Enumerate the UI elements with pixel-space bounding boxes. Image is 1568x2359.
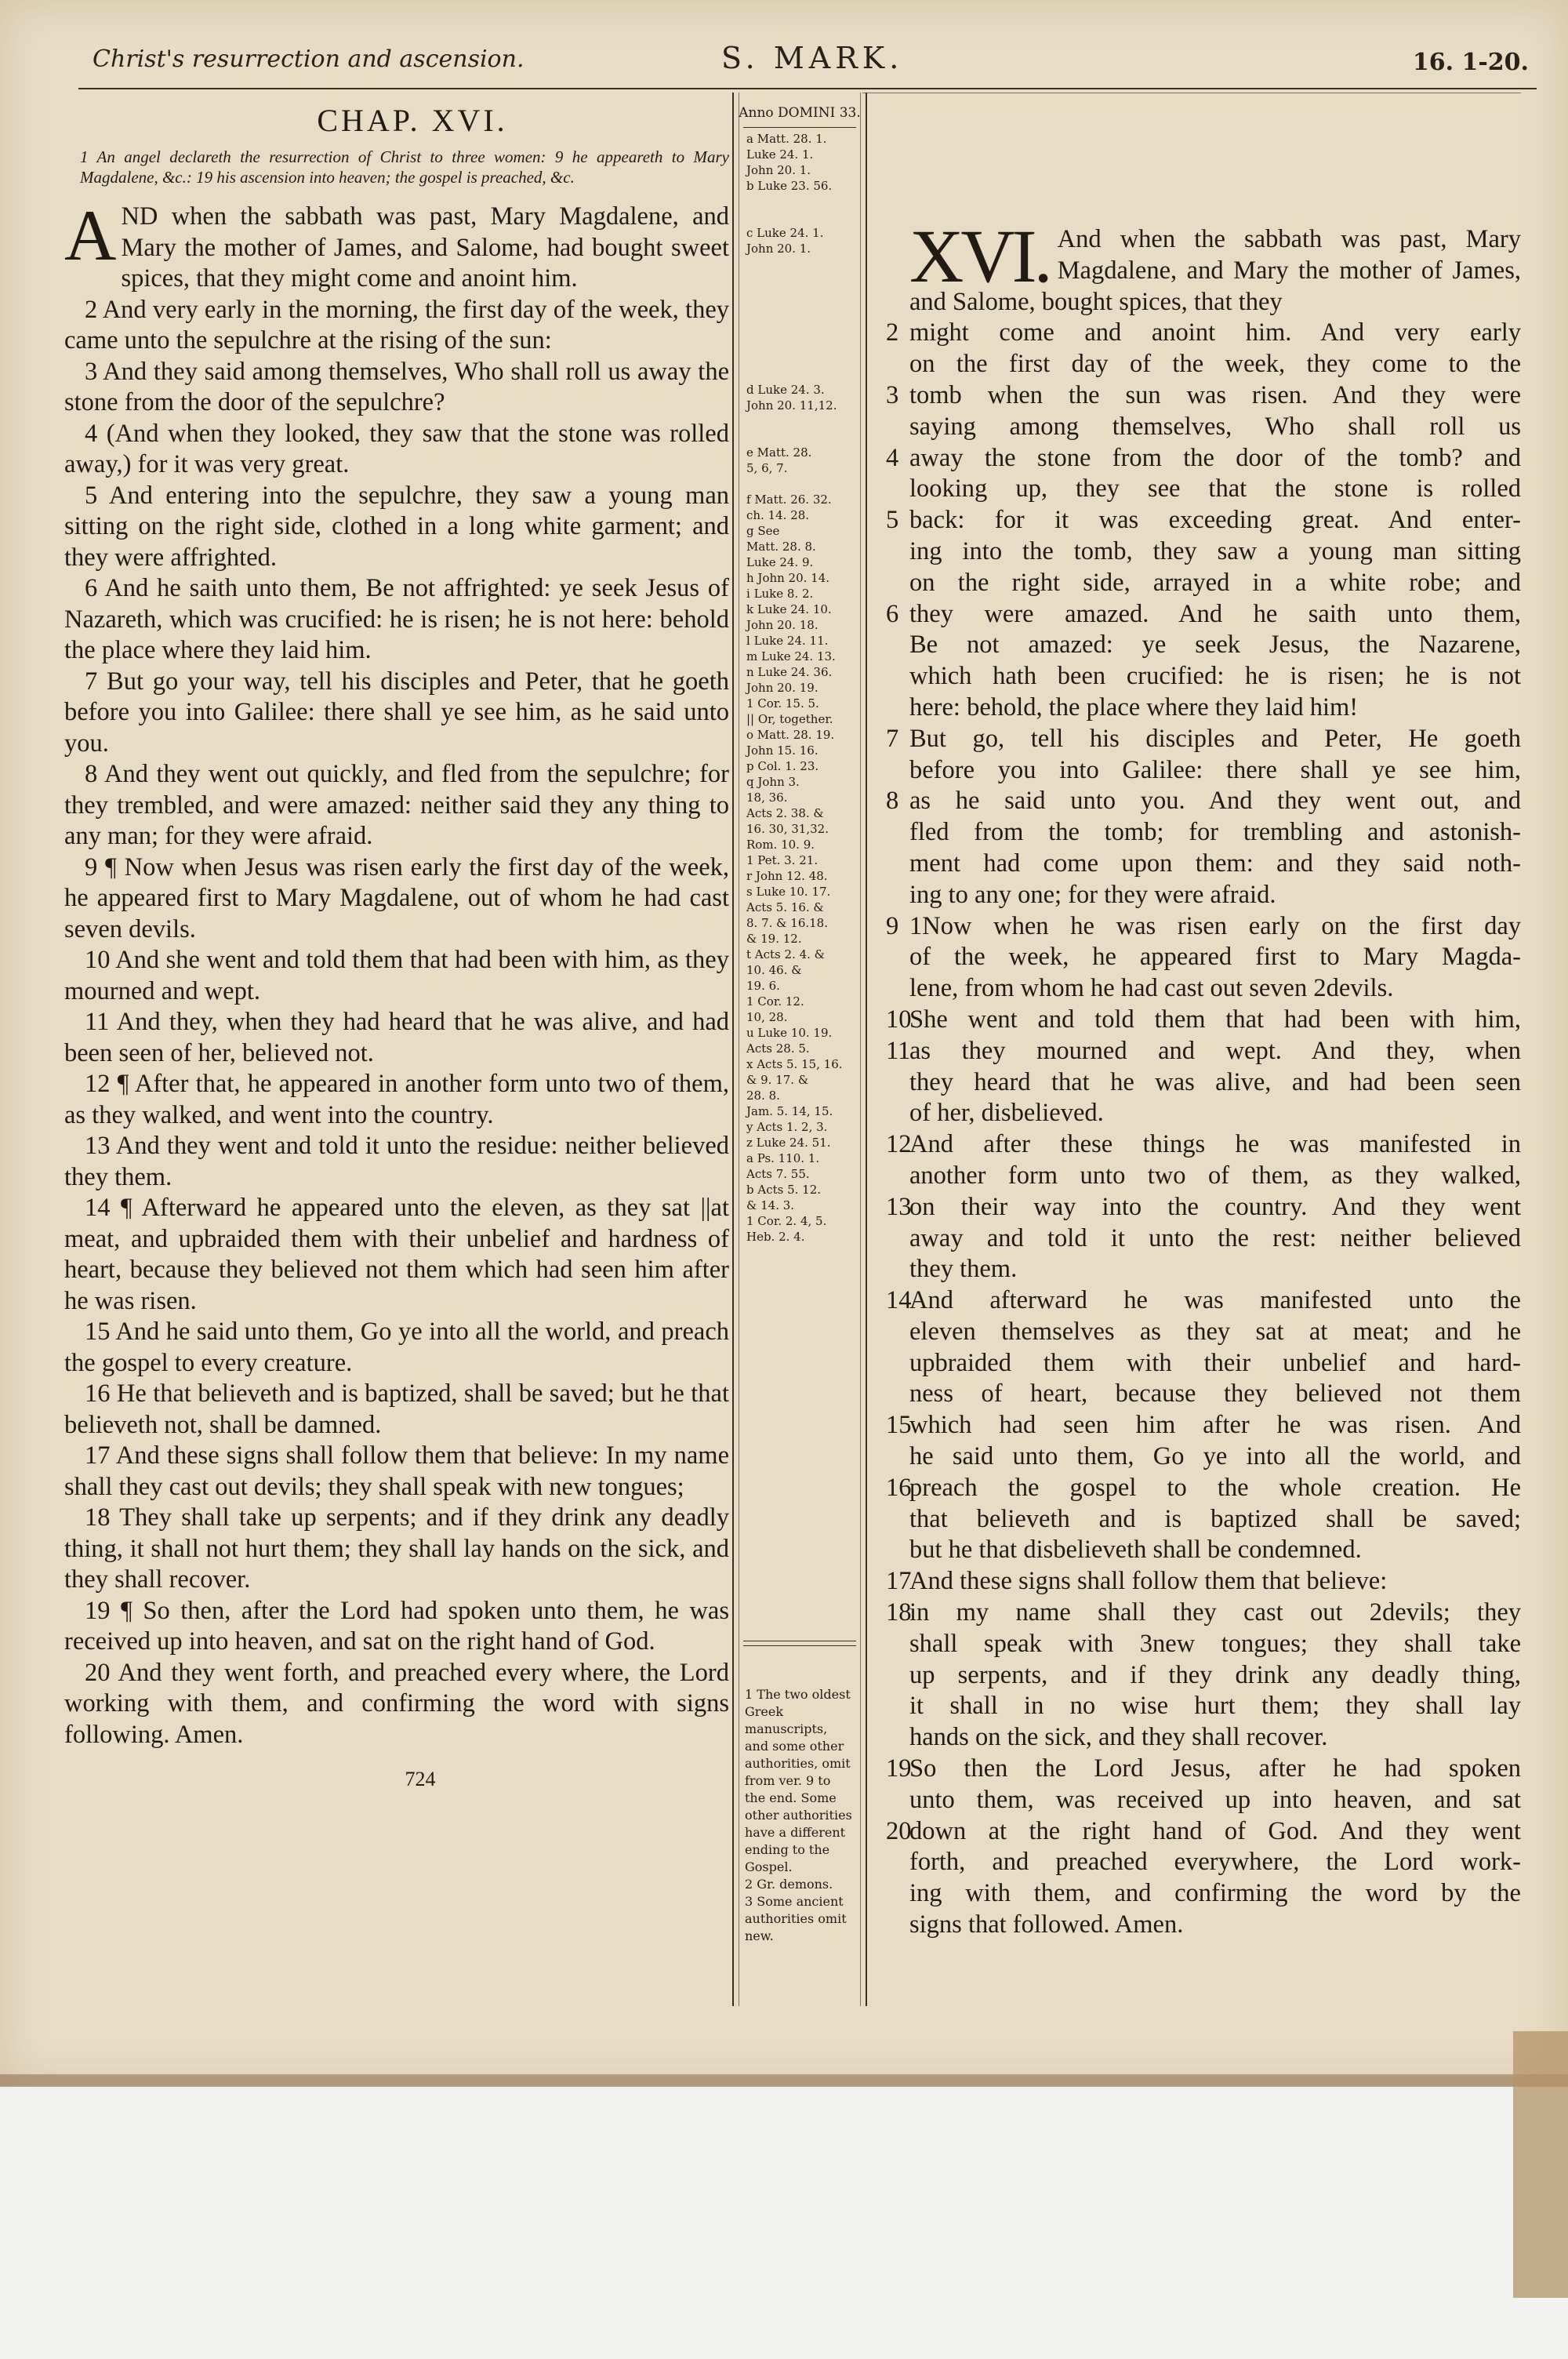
verse-line: [886, 1317, 1521, 1348]
verse-text: 9 ¶ Now when Jesus was risen early the first day of the week, he appeared first to Mary Magdalene, out of whom he had cast seven devils.: [64, 852, 729, 943]
verse-line-text: they them.: [909, 1255, 1018, 1284]
verse-line-text: looking up, they see that the stone is rolled: [909, 474, 1521, 503]
verse-line: [886, 942, 1521, 973]
verse-line: [886, 1504, 1521, 1536]
verse-line: [886, 443, 1521, 474]
verse-number: 2: [886, 318, 899, 347]
verse-number: 18: [886, 1598, 912, 1627]
verse-line: [886, 380, 1521, 412]
margin-rule: [866, 93, 867, 2006]
verse: [64, 419, 729, 481]
header-rule: [78, 88, 1537, 89]
verse-line: [886, 568, 1521, 599]
verse: [64, 945, 729, 1007]
page-edge-shadow: [0, 2074, 1568, 2087]
verse-text: 2 And very early in the morning, the first day of the week, they came unto the sepulchre at the rising of the sun:: [64, 295, 729, 354]
verse-number: 19: [886, 1754, 912, 1783]
verse-text: 20 And they went forth, and preached every where, the Lord working with them, and confirming the word with signs following. Amen.: [64, 1658, 729, 1749]
verse-text: 17 And these signs shall follow them that believe: In my name shall they cast out devils; they shall speak with new tongues;: [64, 1441, 729, 1501]
running-head-chapter-range: 16. 1-20.: [1412, 49, 1529, 76]
anno-rule: [743, 127, 856, 128]
verse-line: [886, 880, 1521, 911]
verse-line-text: on their way into the country. And they went: [909, 1192, 1521, 1221]
verse-line-text: of her, disbelieved.: [909, 1099, 1104, 1128]
verse-line: [886, 536, 1521, 568]
verse-line: [886, 692, 1521, 724]
verse: [64, 1379, 729, 1441]
verse-line: [886, 786, 1521, 817]
verse-line-text: but he that disbelieveth shall be condemned.: [909, 1536, 1362, 1565]
verse-line-text: unto them, was received up into heaven, and sat: [909, 1785, 1521, 1814]
verse-line: [886, 1535, 1521, 1566]
anno-domini: Anno DOMINI 33.: [739, 105, 861, 121]
verse-line-text: saying among themselves, Who shall roll us: [909, 412, 1521, 441]
verse-line-text: forth, and preached everywhere, the Lord work-: [909, 1848, 1521, 1877]
verse-line-text: ing with them, and confirming the word by the: [909, 1879, 1521, 1908]
verse: [64, 1131, 729, 1193]
verse-line: [886, 1598, 1521, 1629]
verse: [64, 573, 729, 667]
verse-line-text: And after these things he was manifested in: [909, 1130, 1521, 1159]
verse-line-text: ing into the tomb, they saw a young man sitting: [909, 536, 1521, 565]
verse-line: [886, 1410, 1521, 1441]
authorized-version-column: [64, 102, 729, 1791]
verse-line-text: it shall in no wise hurt them; they shall lay: [909, 1692, 1521, 1721]
verse-line-text: ing to any one; for they were afraid.: [909, 880, 1276, 909]
verse-number: 7: [886, 724, 899, 753]
chapter-heading: CHAP. XVI.: [317, 103, 508, 138]
verse: [64, 759, 729, 852]
verse-line-text: they were amazed. And he saith unto them,: [909, 599, 1521, 628]
verse-line-text: here: behold, the place where they laid him!: [909, 692, 1359, 722]
verse-line-text: preach the gospel to the whole creation. He: [909, 1473, 1521, 1502]
verse-text: 14 ¶ Afterward he appeared unto the eleven, as they sat ||at meat, and upbraided them with their unbelief and hardness of heart, because they believed not them which had seen him after he was risen.: [64, 1194, 729, 1315]
verse-line: [886, 1816, 1521, 1848]
verse-line: [886, 1285, 1521, 1317]
verse-line: [886, 1254, 1521, 1285]
verse-line-text: another form unto two of them, as they walked,: [909, 1161, 1521, 1190]
verse-line: [886, 599, 1521, 631]
verse: [64, 1503, 729, 1596]
verse-line: [886, 1910, 1521, 1941]
verse-line-text: ness of heart, because they believed not them: [909, 1379, 1521, 1408]
verse-line-text: She went and told them that had been with him,: [909, 1005, 1521, 1034]
verse-text: 7 But go your way, tell his disciples and Peter, that he goeth before you into Galilee: there shall ye see him, as he said unto you.: [64, 667, 729, 758]
verse-line-text: which hath been crucified: he is risen; he is not: [909, 662, 1521, 691]
verse-line-text: 1Now when he was risen early on the first day: [909, 911, 1521, 940]
verse-line-text: as they mourned and wept. And they, when: [909, 1036, 1521, 1065]
verse-line-text: in my name shall they cast out 2devils; they: [909, 1598, 1521, 1627]
verse-line: [886, 1036, 1521, 1067]
verse-text: 10 And she went and told them that had been with him, as they mourned and wept.: [64, 946, 729, 1005]
verse: [64, 195, 729, 295]
verse-number: 8: [886, 787, 899, 816]
verse-line-text: tomb when the sun was risen. And they were: [909, 380, 1521, 409]
verse-number: 10: [886, 1005, 912, 1034]
verse-line-text: which had seen him after he was risen. And: [909, 1411, 1521, 1440]
verse-line-text: So then the Lord Jesus, after he had spoken: [909, 1754, 1521, 1783]
verse-line-text: down at the right hand of God. And they went: [909, 1816, 1521, 1845]
verse-line: [886, 1098, 1521, 1129]
first-verse: [909, 214, 1521, 318]
first-verse-text: And when the sabbath was past, Mary Magdalene, and Mary the mother of James, and Salome, bought spices, that they: [909, 225, 1521, 316]
running-head: [78, 39, 1537, 86]
verse: [64, 1441, 729, 1503]
verse-line-text: of the week, he appeared first to Mary Magda-: [909, 943, 1521, 972]
verse: [64, 852, 729, 946]
marginal-footnotes: 1 The two oldest Greek manuscripts, and some other authorities, omit from ver. 9 to the end. Some other authorities have a different ending to the Gospel. 2 Gr. demons. 3 Some ancient authorities omit new.: [745, 1687, 852, 1943]
verse-number: 6: [886, 599, 899, 628]
verse-line: [886, 849, 1521, 880]
verse-text: ND when the sabbath was past, Mary Magdalene, and Mary the mother of James, and Salome, had bought sweet spices, that they might come and anoint him.: [121, 202, 729, 293]
verse-number: 12: [886, 1130, 912, 1159]
verse-line: [886, 412, 1521, 443]
verse: [64, 295, 729, 357]
verse-line: [886, 1441, 1521, 1473]
verse-line: [886, 911, 1521, 943]
center-margin-column: [737, 94, 862, 1245]
verse-text: 8 And they went out quickly, and fled from the sepulchre; for they trembled, and were amazed: neither said they any thing to any man; for they were afraid.: [64, 760, 729, 850]
verse-number: 16: [886, 1473, 912, 1502]
verse-text: 18 They shall take up serpents; and if they drink any deadly thing, it shall not hurt them; they shall lay hands on the sick, and they shall recover.: [64, 1503, 729, 1594]
verse-line: [886, 474, 1521, 505]
verse-line: [886, 1691, 1521, 1722]
verse-line: [886, 1629, 1521, 1660]
verse-line: [886, 630, 1521, 661]
verse-line: [886, 349, 1521, 380]
verse-line: [886, 1878, 1521, 1910]
verse-number: 20: [886, 1816, 912, 1845]
verse-line-text: on the right side, arrayed in a white robe; and: [909, 568, 1521, 597]
revised-version-column: [886, 214, 1521, 1941]
verse-line: [886, 661, 1521, 692]
verse-line: [886, 1379, 1521, 1410]
drop-cap: A: [64, 195, 117, 275]
running-head-left: Christ's resurrection and ascension.: [93, 45, 524, 73]
verse-line: [886, 1129, 1521, 1161]
verse-line: [886, 1754, 1521, 1785]
page-number: 724: [405, 1768, 436, 1790]
verse-text: 6 And he saith unto them, Be not affrighted: ye seek Jesus of Nazareth, which was crucified: he is risen; he is not here: behold the place where they laid him.: [64, 574, 729, 664]
verse: [64, 1317, 729, 1379]
verse-number: 14: [886, 1286, 912, 1315]
torn-page-edge: [1513, 2031, 1568, 2298]
verse-line-text: Be not amazed: ye seek Jesus, the Nazarene,: [909, 631, 1521, 660]
verse-line: [886, 1223, 1521, 1255]
verse-number: 11: [886, 1036, 911, 1065]
verse-line: [886, 724, 1521, 755]
verse-text: 4 (And when they looked, they saw that the stone was rolled away,) for it was very great.: [64, 419, 729, 478]
verse-line-text: But go, tell his disciples and Peter, He goeth: [909, 724, 1521, 753]
verse: [64, 667, 729, 760]
table-surface: [0, 2087, 1568, 2359]
verse-number: 15: [886, 1411, 912, 1440]
verse-number: 4: [886, 443, 899, 472]
verse-line: [886, 1473, 1521, 1504]
left-verse-list: [64, 195, 729, 1750]
verse-line: [886, 1785, 1521, 1816]
verse-text: 5 And entering into the sepulchre, they saw a young man sitting on the right side, clothed in a long white garment; and they were affrighted.: [64, 481, 729, 572]
verse: [64, 481, 729, 574]
verse-line-text: shall speak with 3new tongues; they shall take: [909, 1629, 1521, 1658]
verse-line: [886, 1192, 1521, 1223]
verse-line-text: And afterward he was manifested unto the: [909, 1286, 1521, 1315]
verse-text: 13 And they went and told it unto the residue: neither believed they them.: [64, 1132, 729, 1191]
verse-number: 3: [886, 380, 899, 409]
verse: [64, 1193, 729, 1317]
verse-text: 16 He that believeth and is baptized, shall be saved; but he that believeth not, shall be damned.: [64, 1379, 729, 1439]
verse-line-text: might come and anoint him. And very early: [909, 318, 1521, 347]
verse-line-text: fled from the tomb; for trembling and astonish-: [909, 818, 1521, 847]
right-verse-lines: [886, 318, 1521, 1940]
verse-line-text: And these signs shall follow them that believe:: [909, 1567, 1388, 1596]
verse: [64, 357, 729, 419]
verse-line-text: signs that followed. Amen.: [909, 1910, 1184, 1939]
verse-line-text: away and told it unto the rest: neither believed: [909, 1223, 1521, 1252]
verse-line-text: up serpents, and if they drink any deadly thing,: [909, 1660, 1521, 1689]
verse-line: [886, 1847, 1521, 1878]
verse-text: 12 ¶ After that, he appeared in another form unto two of them, as they walked, and went into the country.: [64, 1070, 729, 1129]
verse-line: [886, 1348, 1521, 1379]
verse-line-text: ment had come upon them: and they said noth-: [909, 849, 1521, 878]
footnote-rule: [743, 1645, 856, 1646]
verse: [64, 1596, 729, 1658]
verse-number: 5: [886, 506, 899, 535]
verse-line-text: on the first day of the week, they come to the: [909, 350, 1521, 379]
verse-line: [886, 1005, 1521, 1036]
margin-rule: [732, 93, 734, 2006]
verse-text: 11 And they, when they had heard that he was alive, and had been seen of her, believed not.: [64, 1008, 729, 1067]
verse-line: [886, 973, 1521, 1005]
verse-line: [886, 1660, 1521, 1692]
verse-line: [886, 1161, 1521, 1192]
verse-number: 17: [886, 1567, 912, 1596]
cross-references: a Matt. 28. 1. Luke 24. 1. John 20. 1. b Luke 23. 56. c Luke 24. 1. John 20. 1. d Luke 24. 3. John 20. 11,12. e Matt. 28. 5, 6, 7. f Matt. 26. 32. ch. 14. 28. g See Matt. 28. 8. Luke 24. 9. h John 20. 14. i Luke 8. 2. k Luke 24. 10. John 20. 18. l Luke 24. 11. m Luke 24. 13. n Luke 24. 36. John 20. 19. 1 Cor. 15. 5. || Or, together. o Matt. 28. 19. John 15. 16. p Col. 1. 23. q John 3. 18, 36. Acts 2. 38. & 16. 30, 31,32. Rom. 10. 9. 1 Pet. 3. 21. r John 12. 48. s Luke 10. 17. Acts 5. 16. & 8. 7. & 16.18. & 19. 12. t Acts 2. 4. & 10. 46. & 19. 6. 1 Cor. 12. 10, 28. u Luke 10. 19. Acts 28. 5. x Acts 5. 15, 16. & 9. 17. & 28. 8. Jam. 5. 14, 15. y Acts 1. 2, 3. z Luke 24. 51. a Ps. 110. 1. Acts 7. 55. b Acts 5. 12. & 14. 3. 1 Cor. 2. 4, 5. Heb. 2. 4.: [746, 132, 843, 1244]
verse-line-text: they heard that he was alive, and had been seen: [909, 1067, 1521, 1096]
chapter-numeral: XVI.: [909, 214, 1050, 298]
verse-line: [886, 318, 1521, 349]
verse-line-text: lene, from whom he had cast out seven 2devils.: [909, 974, 1394, 1003]
verse-line: [886, 817, 1521, 849]
chapter-summary: 1 An angel declareth the resurrection of Christ to three women: 9 he appeareth to Mary Magdalene, &c.: 19 his ascension into heaven; the gospel is preached, &c.: [80, 147, 729, 187]
verse: [64, 1658, 729, 1751]
verse-line: [886, 755, 1521, 787]
verse: [64, 1069, 729, 1131]
verse-line-text: back: for it was exceeding great. And enter-: [909, 506, 1521, 535]
verse-number: 13: [886, 1192, 912, 1221]
verse-line-text: that believeth and is baptized shall be saved;: [909, 1504, 1521, 1533]
verse-line-text: before you into Galilee: there shall ye see him,: [909, 755, 1521, 784]
verse-line-text: as he said unto you. And they went out, and: [909, 787, 1521, 816]
verse-text: 19 ¶ So then, after the Lord had spoken unto them, he was received up into heaven, and sat on the right hand of God.: [64, 1596, 729, 1656]
verse-text: 3 And they said among themselves, Who shall roll us away the stone from the door of the sepulchre?: [64, 357, 729, 416]
verse-line-text: away the stone from the door of the tomb? and: [909, 443, 1521, 472]
verse-line-text: eleven themselves as they sat at meat; and he: [909, 1317, 1521, 1346]
verse-line-text: hands on the sick, and they shall recover.: [909, 1723, 1328, 1752]
verse-text: 15 And he said unto them, Go ye into all the world, and preach the gospel to every creature.: [64, 1318, 729, 1377]
verse: [64, 1007, 729, 1069]
verse-line-text: he said unto them, Go ye into all the world, and: [909, 1442, 1521, 1471]
verse-line: [886, 1067, 1521, 1099]
verse-line: [886, 505, 1521, 536]
verse-line: [886, 1722, 1521, 1754]
verse-number: 9: [886, 911, 899, 940]
verse-line: [886, 1566, 1521, 1598]
verse-line-text: upbraided them with their unbelief and hard-: [909, 1348, 1521, 1377]
running-head-book: S. MARK.: [721, 41, 904, 75]
